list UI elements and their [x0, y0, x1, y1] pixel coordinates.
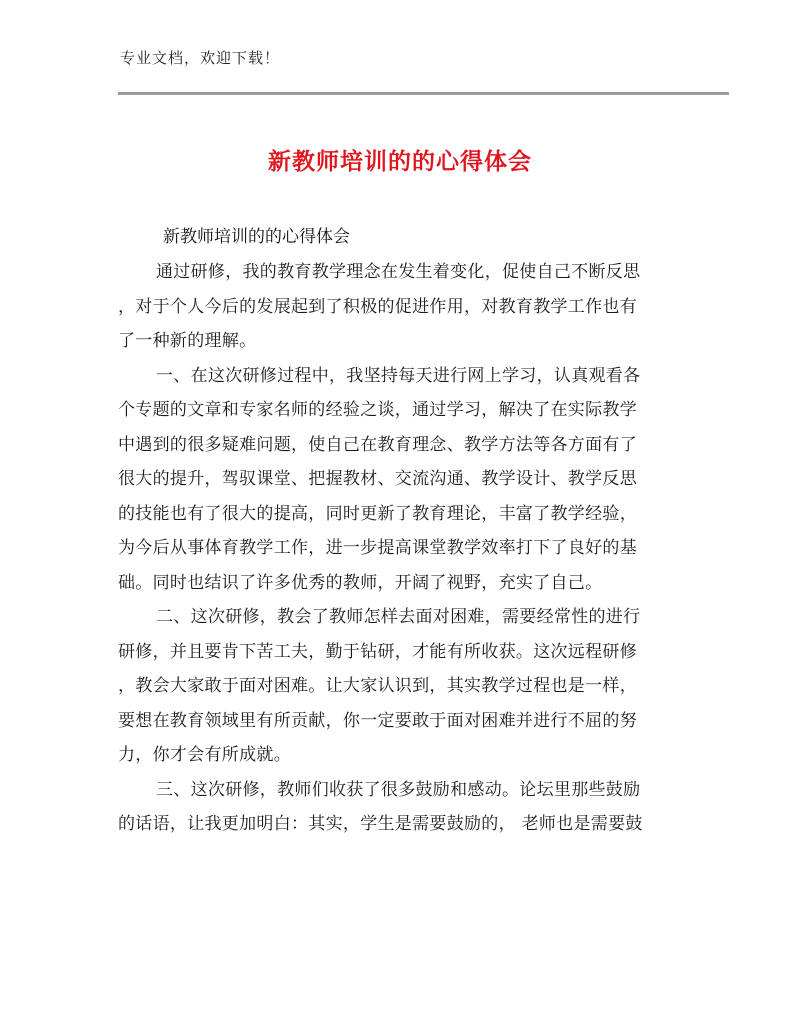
paragraph-two: [118, 600, 678, 773]
document-body: [118, 255, 678, 842]
header-divider: [118, 92, 729, 95]
paragraph-line: ，对于个人今后的发展起到了积极的促进作用，对教育教学工作也有: [118, 296, 637, 317]
paragraph-line: 一、在这次研修过程中，我坚持每天进行网上学习，认真观看各: [156, 365, 641, 386]
paragraph-line: 础。同时也结识了许多优秀的教师，开阔了视野，充实了自己。: [118, 572, 603, 593]
paragraph-line: 二、这次研修，教会了教师怎样去面对困难，需要经常性的进行: [156, 607, 641, 627]
paragraph-line: ，教会大家敢于面对困难。让大家认识到，其实教学过程也是一样，: [118, 676, 637, 696]
paragraph-line: 力，你才会有所成就。: [118, 745, 291, 765]
paragraph-line: 个专题的文章和专家名师的经验之谈，通过学习，解决了在实际教学: [118, 400, 637, 420]
paragraph-line: 三、这次研修，教师们收获了很多鼓励和感动。论坛里那些鼓励: [156, 779, 641, 800]
paragraph-line: 的话语，让我更加明白：其实，学生是需要鼓励的， 老师也是需要鼓: [118, 814, 643, 834]
paragraph-line: 了一种新的理解。: [118, 331, 257, 351]
paragraph-intro: [118, 255, 678, 359]
paragraph-one: [118, 359, 678, 601]
paragraph-line: 中遇到的很多疑难问题，使自己在教育理念、教学方法等各方面有了: [118, 434, 637, 455]
paragraph-line: 为今后从事体育教学工作，进一步提高课堂教学效率打下了良好的基: [118, 538, 637, 558]
header-note: 专业文档，欢迎下载！: [120, 49, 281, 67]
paragraph-three: [118, 773, 678, 842]
paragraph-line: 通过研修，我的教育教学理念在发生着变化，促使自己不断反思: [156, 262, 641, 282]
document-subtitle: 新教师培训的的心得体会: [163, 227, 350, 247]
paragraph-line: 很大的提升，驾驭课堂、把握教材、交流沟通、教学设计、教学反思: [118, 469, 637, 489]
paragraph-line: 要想在教育领域里有所贡献，你一定要敢于面对困难并进行不屈的努: [118, 710, 637, 731]
document-title: 新教师培训的的心得体会: [268, 149, 532, 175]
paragraph-line: 研修，并且要肯下苦工夫，勤于钻研，才能有所收获。这次远程研修: [118, 641, 637, 662]
paragraph-line: 的技能也有了很大的提高，同时更新了教育理论，丰富了教学经验，: [118, 503, 637, 524]
